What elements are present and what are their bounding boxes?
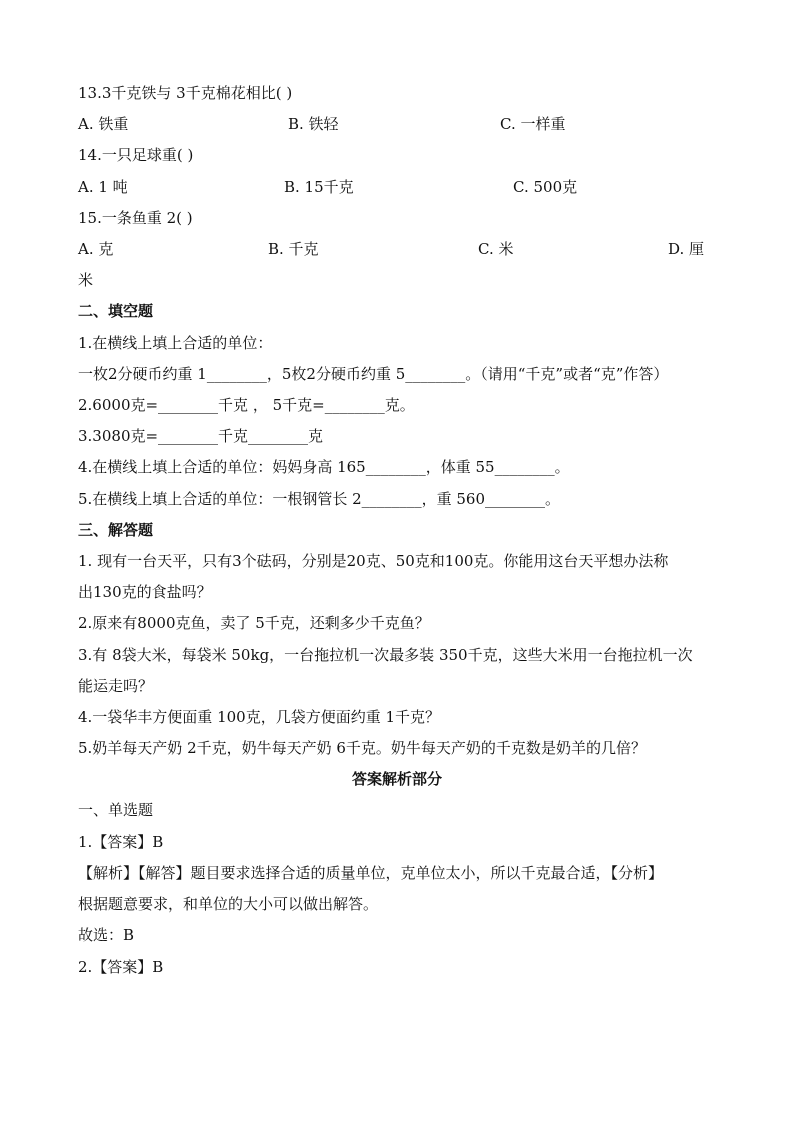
question-14-option-a: A. 1 吨 [78, 178, 128, 196]
question-14-option-c: C. 500克 [513, 178, 578, 196]
answer-item-1-line-1: 1. 现有一台天平，只有3个砝码，分别是20克、50克和100克。你能用这台天平想办法称 [78, 552, 669, 570]
fill-item-3: 3.3080克=________千克________克 [78, 427, 324, 445]
answer-item-3-line-1: 3.有 8袋大米，每袋米 50kg，一台拖拉机一次最多装 350千克，这些大米用一台拖拉机一次 [78, 646, 693, 664]
question-15-option-c: C. 米 [478, 240, 514, 258]
analysis-answer-1: 1.【答案】B [78, 833, 164, 851]
fill-section-heading: 二、填空题 [78, 302, 154, 320]
question-14-stem: 14.一只足球重( ) [78, 146, 194, 164]
answer-item-3-line-2: 能运走吗？ [78, 677, 154, 695]
fill-item-4: 4.在横线上填上合适的单位：妈妈身高 165________，体重 55________。 [78, 458, 570, 476]
question-14-option-b: B. 15千克 [284, 178, 354, 196]
question-13-option-b: B. 铁轻 [288, 115, 339, 133]
fill-item-5: 5.在横线上填上合适的单位：一根钢管长 2________，重 560________。 [78, 490, 561, 508]
question-13-stem: 13.3千克铁与 3千克棉花相比( ) [78, 84, 293, 102]
answer-item-4: 4.一袋华丰方便面重 100克，几袋方便面约重 1千克？ [78, 708, 441, 726]
analysis-answer-2: 2.【答案】B [78, 958, 164, 976]
analysis-title: 答案解析部分 [351, 770, 442, 788]
answer-item-1-line-2: 出130克的食盐吗？ [78, 583, 212, 601]
fill-item-1: 1.在横线上填上合适的单位： [78, 334, 273, 352]
question-15-option-a: A. 克 [78, 240, 114, 258]
analysis-explain-2: 根据题意要求，和单位的大小可以做出解答。 [78, 895, 379, 913]
answer-item-2: 2.原来有8000克鱼，卖了 5千克，还剩多少千克鱼？ [78, 614, 430, 632]
fill-item-1-line: 一枚2分硬币约重 1________，5枚2分硬币约重 5________。（请用“千克”或者“克”作答） [78, 365, 669, 383]
analysis-section: 一、单选题 [78, 801, 154, 819]
question-15-option-d-wrap: 米 [78, 271, 94, 289]
question-13-option-c: C. 一样重 [500, 115, 566, 133]
answer-item-5: 5.奶羊每天产奶 2千克，奶牛每天产奶 6千克。奶牛每天产奶的千克数是奶羊的几倍？ [78, 739, 646, 757]
question-15-option-d: D. 厘 [668, 240, 705, 258]
fill-item-2: 2.6000克=________千克 ， 5千克=________克。 [78, 396, 415, 414]
analysis-choice-1: 故选：B [78, 926, 135, 944]
analysis-explain-1: 【解析】【解答】题目要求选择合适的质量单位，克单位太小，所以千克最合适，【分析】 [78, 864, 664, 882]
question-13-option-a: A. 铁重 [78, 115, 129, 133]
question-15-stem: 15.一条鱼重 2( ) [78, 209, 193, 227]
question-15-option-b: B. 千克 [268, 240, 319, 258]
answer-section-heading: 三、解答题 [78, 521, 154, 539]
